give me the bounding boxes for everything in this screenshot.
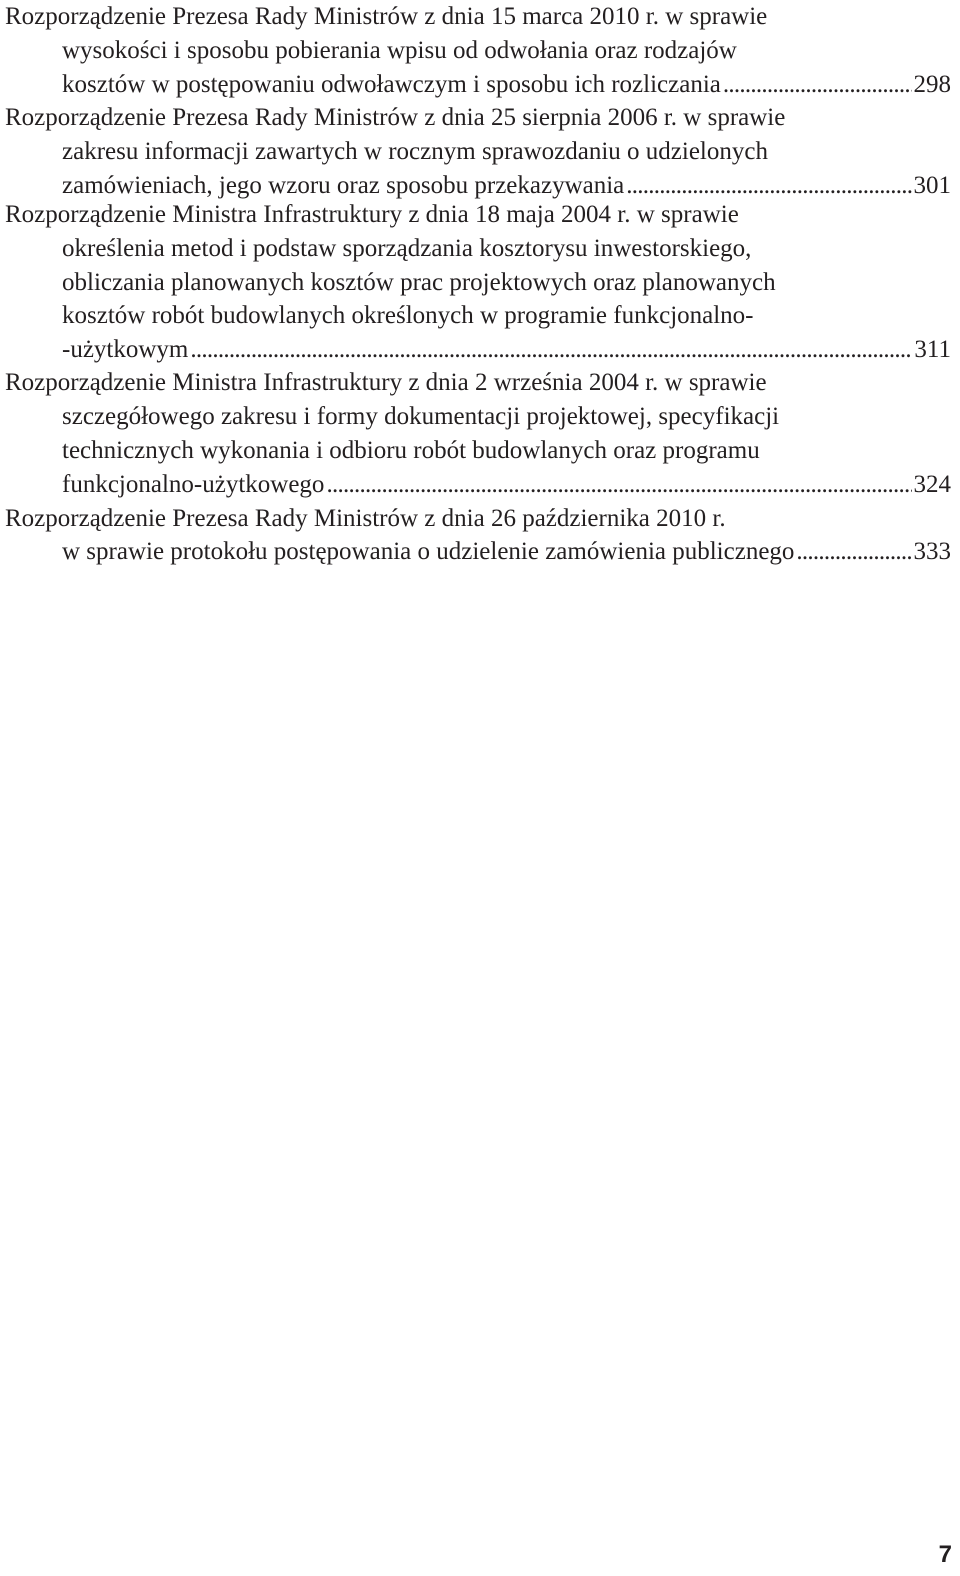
toc-page-number: 324 xyxy=(913,471,951,498)
dot-leader xyxy=(190,333,912,367)
dot-leader xyxy=(326,468,911,502)
dot-leader xyxy=(796,535,911,569)
toc-entry-title-line: obliczania planowanych kosztów prac projektowych oraz planowanych xyxy=(62,269,776,296)
toc-entry-title-line: Rozporządzenie Prezesa Rady Ministrów z dnia 15 marca 2010 r. w sprawie xyxy=(5,3,768,30)
dot-leader xyxy=(723,68,912,102)
toc-entry-title-line: wysokości i sposobu pobierania wpisu od odwołania oraz rodzajów xyxy=(62,37,737,64)
toc-entry-title-line: Rozporządzenie Prezesa Rady Ministrów z dnia 26 października 2010 r. xyxy=(5,505,726,532)
toc-entry-title-line: kosztów w postępowaniu odwoławczym i sposobu ich rozliczania xyxy=(62,71,721,98)
toc-entry-last-line xyxy=(62,535,951,569)
toc-page-number: 298 xyxy=(913,71,951,98)
toc-entry-title-line: Rozporządzenie Ministra Infrastruktury z dnia 18 maja 2004 r. w sprawie xyxy=(5,201,739,228)
toc-entry-title-line: Rozporządzenie Ministra Infrastruktury z dnia 2 września 2004 r. w sprawie xyxy=(5,369,767,396)
toc-entry-title-line: w sprawie protokołu postępowania o udzielenie zamówienia publicznego xyxy=(62,538,795,565)
toc-entry-title-line: zakresu informacji zawartych w rocznym sprawozdaniu o udzielonych xyxy=(62,138,768,165)
toc-page-number: 311 xyxy=(914,336,951,363)
page-number: 7 xyxy=(938,1541,952,1568)
toc-entry-last-line xyxy=(62,68,951,102)
toc-entry-title-line: określenia metod i podstaw sporządzania kosztorysu inwestorskiego, xyxy=(62,235,752,262)
toc-entry-title-line: Rozporządzenie Prezesa Rady Ministrów z dnia 25 sierpnia 2006 r. w sprawie xyxy=(5,104,786,131)
toc-entry-title-line: kosztów robót budowlanych określonych w programie funkcjonalno- xyxy=(62,302,754,329)
toc-entry-title-line: -użytkowym xyxy=(62,336,189,363)
toc-entry-title-line: szczegółowego zakresu i formy dokumentacji projektowej, specyfikacji xyxy=(62,403,780,430)
toc-page-number: 333 xyxy=(913,538,951,565)
toc-entry-last-line xyxy=(62,333,951,367)
toc-entry-title-line: technicznych wykonania i odbioru robót budowlanych oraz programu xyxy=(62,437,760,464)
toc-page-number: 301 xyxy=(913,172,951,199)
toc-entry-title-line: funkcjonalno-użytkowego xyxy=(62,471,325,498)
toc-entry-title-line: zamówieniach, jego wzoru oraz sposobu przekazywania xyxy=(62,172,625,199)
toc-entry-last-line xyxy=(62,468,951,502)
